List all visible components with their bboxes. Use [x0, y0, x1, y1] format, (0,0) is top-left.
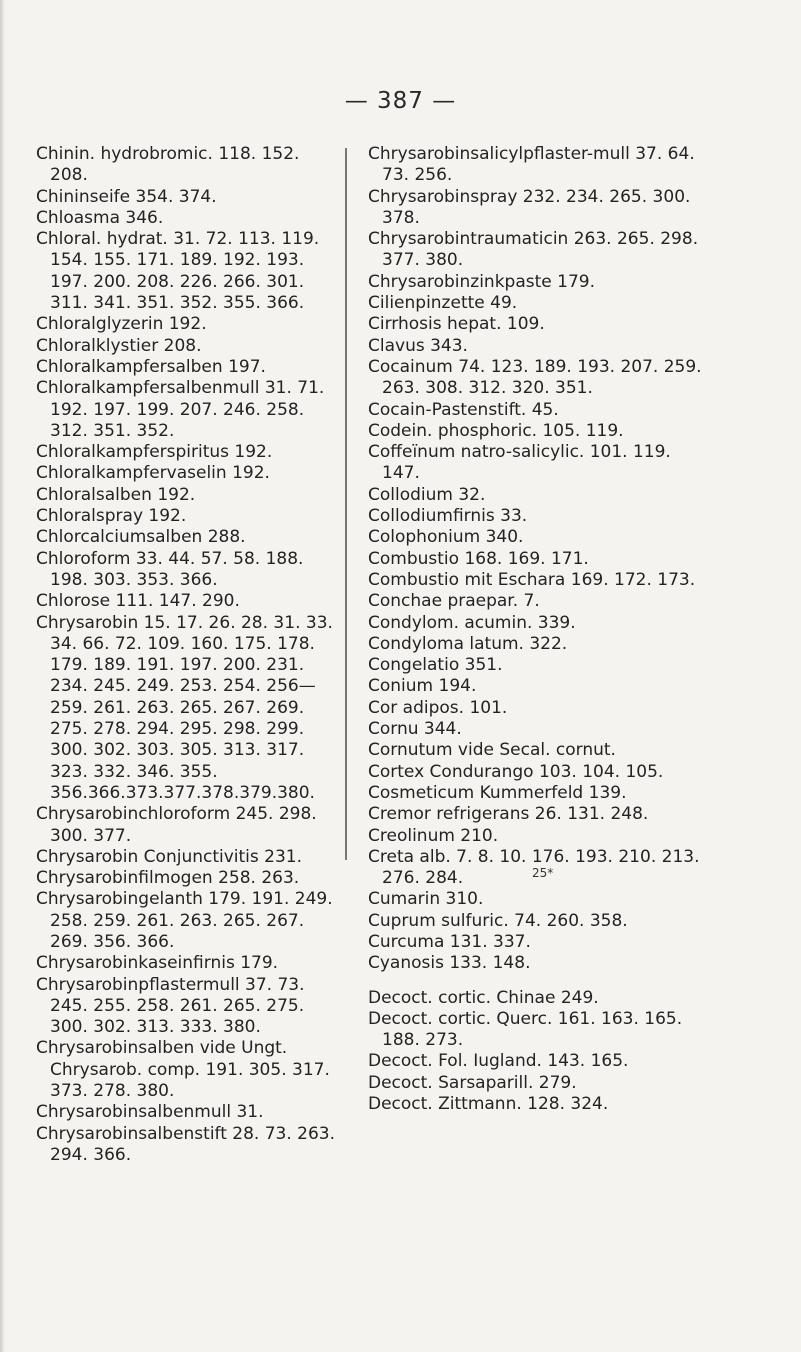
index-entry: Cortex Condurango 103. 104. 105.: [368, 761, 664, 782]
index-entry: Combustio 168. 169. 171.: [368, 548, 589, 569]
column-divider: [345, 148, 347, 860]
index-entry: Chininseife 354. 374.: [36, 186, 217, 207]
index-entry: Chrysarobingelanth 179. 191. 249. 258. 259. 261. 263. 265. 267. 269. 356. 366.: [36, 889, 333, 952]
index-entry: Chrysarobinzinkpaste 179.: [368, 271, 595, 292]
index-entry: Decoct. Fol. Iugland. 143. 165.: [368, 1051, 629, 1072]
index-column-right: [368, 144, 713, 1115]
index-entry: Chrysarobinspray 232. 234. 265. 300. 378.: [368, 186, 691, 228]
index-entry: Cor adipos. 101.: [368, 697, 508, 718]
index-entry: Chloralglyzerin 192.: [36, 314, 207, 335]
index-entry: Chlorcalciumsalben 288.: [36, 527, 246, 548]
index-entry: Chrysarobinsalbenmull 31.: [36, 1102, 264, 1123]
index-entry: Curcuma 131. 337.: [368, 931, 531, 952]
index-entry: Cilienpinzette 49.: [368, 293, 518, 314]
index-entry: Chloralsalben 192.: [36, 484, 196, 505]
page-edge-shadow: [0, 0, 5, 1352]
index-entry: Conchae praepar. 7.: [368, 591, 540, 612]
index-entry: Cremor refrigerans 26. 131. 248.: [368, 804, 649, 825]
index-entry: Decoct. cortic. Chinae 249.: [368, 987, 599, 1008]
index-entry: Cuprum sulfuric. 74. 260. 358.: [368, 910, 628, 931]
index-entry: Cornutum vide Secal. cornut.: [368, 740, 616, 761]
index-entry: Chrysarobinkaseinfirnis 179.: [36, 953, 279, 974]
index-entry: Chloralkampfervaselin 192.: [36, 463, 270, 484]
index-entry: Chrysarobin 15. 17. 26. 28. 31. 33. 34. 66. 72. 109. 160. 175. 178. 179. 189. 191. 197. 200. 231. 234. 245. 249. 253. 254. 256—259. 261. 263. 265. 267. 269. 275. 278. 294. 295. 298. 299. 300. 302. 303. 305. 313. 317. 323. 332. 346. 355. 356.366.373.377.378.379.380.: [36, 612, 333, 803]
index-entry: Chrysarobinsalbenstift 28. 73. 263. 294. 366.: [36, 1123, 336, 1165]
index-entry: Chloralkampferspiritus 192.: [36, 442, 273, 463]
index-entry: Collodium 32.: [368, 484, 486, 505]
index-entry: Codein. phosphoric. 105. 119.: [368, 420, 624, 441]
index-entry: Cyanosis 133. 148.: [368, 953, 531, 974]
index-entry: Collodiumfirnis 33.: [368, 506, 528, 527]
index-entry: Chrysarobinchloroform 245. 298. 300. 377.: [36, 804, 317, 846]
index-entry: Congelatio 351.: [368, 655, 503, 676]
index-entry: Chloasma 346.: [36, 207, 164, 228]
index-entry: Chloralkampfersalbenmull 31. 71. 192. 197. 199. 207. 246. 258. 312. 351. 352.: [36, 378, 325, 441]
index-entry: Chloralkampfersalben 197.: [36, 356, 266, 377]
index-column-left: [36, 144, 336, 1166]
index-entry: Condylom. acumin. 339.: [368, 612, 576, 633]
index-entry: Chrysarobinsalben vide Ungt. Chrysarob. comp. 191. 305. 317. 373. 278. 380.: [36, 1038, 330, 1102]
index-entry: Decoct. Zittmann. 128. 324.: [368, 1094, 609, 1115]
index-entry: Chrysarobin Conjunctivitis 231.: [36, 846, 303, 867]
index-entry: Chloralspray 192.: [36, 506, 187, 527]
index-entry: Chinin. hydrobromic. 118. 152. 208.: [36, 144, 300, 186]
index-entry: Decoct. cortic. Querc. 161. 163. 165. 188. 273.: [368, 1008, 683, 1051]
index-entry: Clavus 343.: [368, 335, 468, 356]
index-entry: Conium 194.: [368, 676, 477, 697]
index-entry: Cumarin 310.: [368, 889, 484, 910]
index-entry: Chrysarobinpflastermull 37. 73. 245. 255. 258. 261. 265. 275. 300. 302. 313. 333. 380.: [36, 974, 305, 1038]
index-entry: Creolinum 210.: [368, 825, 499, 846]
index-entry: Chrysarobintraumaticin 263. 265. 298. 377. 380.: [368, 229, 699, 271]
index-entry: Cirrhosis hepat. 109.: [368, 314, 545, 335]
index-entry: Combustio mit Eschara 169. 172. 173.: [368, 569, 696, 590]
page-number: — 387 —: [344, 88, 457, 114]
index-entry: Colophonium 340.: [368, 527, 524, 548]
index-entry: Chloralklystier 208.: [36, 335, 202, 356]
index-entry: Coffeïnum natro-salicylic. 101. 119. 147.: [368, 442, 671, 484]
index-entry: Creta alb. 7. 8. 10. 176. 193. 210. 213. 276. 284.: [368, 846, 700, 889]
index-entry: Chrysarobinfilmogen 258. 263.: [36, 868, 300, 889]
index-entry: Cocainum 74. 123. 189. 193. 207. 259. 263. 308. 312. 320. 351.: [368, 356, 702, 399]
index-entry: Condyloma latum. 322.: [368, 633, 568, 654]
index-entry: Chlorose 111. 147. 290.: [36, 591, 240, 612]
index-entry: Cosmeticum Kummerfeld 139.: [368, 782, 627, 803]
index-entry: Decoct. Sarsaparill. 279.: [368, 1072, 577, 1093]
index-entry: Cornu 344.: [368, 719, 462, 740]
signature-mark: 25*: [532, 866, 554, 880]
index-entry: Chloroform 33. 44. 57. 58. 188. 198. 303. 353. 366.: [36, 548, 304, 590]
index-entry: Chrysarobinsalicylpflaster-mull 37. 64. 73. 256.: [368, 144, 695, 186]
index-entry: Cocain-Pastenstift. 45.: [368, 399, 559, 420]
index-entry: Chloral. hydrat. 31. 72. 113. 119. 154. 155. 171. 189. 192. 193. 197. 200. 208. 226. 266. 301. 311. 341. 351. 352. 355. 366.: [36, 229, 320, 314]
